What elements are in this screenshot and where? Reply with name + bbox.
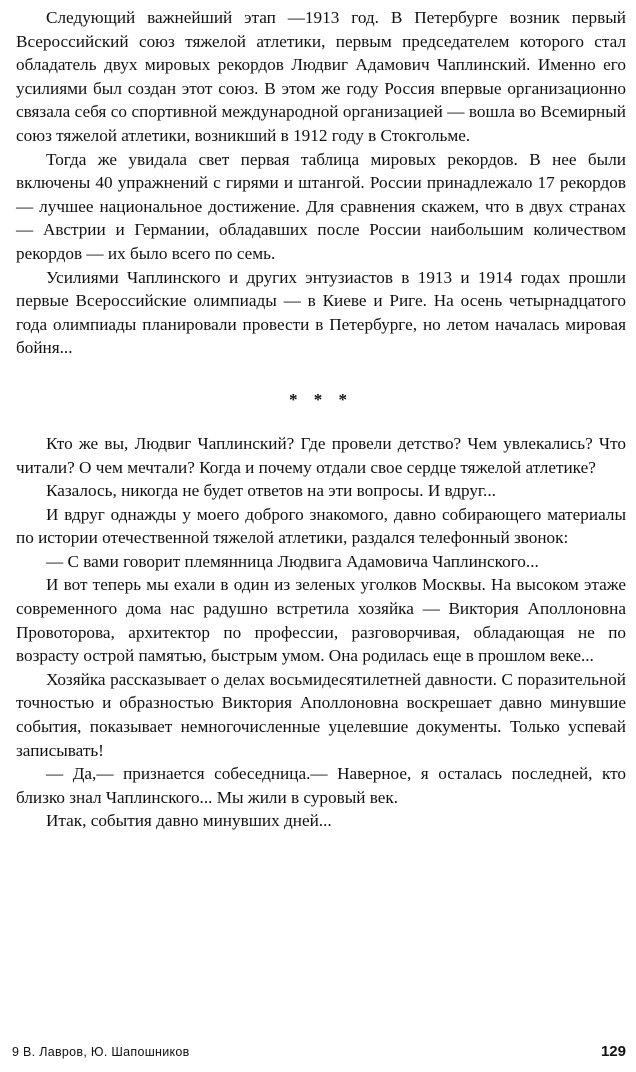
section-separator: * * * xyxy=(289,389,353,409)
paragraph: Следующий важнейший этап —1913 год. В Петербурге возник первый Всероссийский союз тяжелой атлетики, первым председателем которого стал обладатель двух мировых рекордов Людвиг Адамович Чаплинский. Именно его усилиями был создан этот союз. В этом же году Россия впервые организационно связала себя со спортивной международной организацией — вошла во Всемирный союз тяжелой атлетики, возникший в 1912 году в Стокгольме. xyxy=(16,8,626,145)
paragraph: И вот теперь мы ехали в один из зеленых уголков Москвы. На высоком этаже современного дома нас радушно встретила хозяйка — Виктория Аполлоновна Провоторова, архитектор по профессии, разговорчивая, обладающая не по возрасту острой памятью, быстрым умом. Она родилась еще в прошлом веке... xyxy=(16,575,626,666)
paragraph: Хозяйка рассказывает о делах восьмидесятилетней давности. С поразительной точностью и образностью Виктория Аполлоновна воскрешает давно минувшие события, показывает немногочисленные уцелевшие документы. Только успевай записывать! xyxy=(16,669,626,760)
paragraph: И вдруг однажды у моего доброго знакомого, давно собирающего материалы по истории отечественной тяжелой атлетики, раздался телефонный звонок: xyxy=(16,504,626,548)
section-2 xyxy=(16,432,626,833)
printer-signature: 9 В. Лавров, Ю. Шапошников xyxy=(12,1045,190,1059)
page-footer xyxy=(12,1043,626,1067)
paragraph: Казалось, никогда не будет ответов на эти вопросы. И вдруг... xyxy=(46,481,496,501)
dialog-line: — Да,— признается собеседница.— Наверное, я осталась последней, кто близко знал Чаплинского... Мы жили в суровый век. xyxy=(16,764,626,807)
dialog-line: — С вами говорит племянница Людвига Адамовича Чаплинского... xyxy=(46,551,539,571)
page-body xyxy=(16,6,626,833)
paragraph: Кто же вы, Людвиг Чаплинский? Где провели детство? Чем увлекались? Что читали? О чем мечтали? Когда и почему отдали свое сердце тяжелой атлетике? xyxy=(16,433,626,477)
paragraph: Итак, события давно минувших дней... xyxy=(46,811,332,831)
paragraph: Усилиями Чаплинского и других энтузиастов в 1913 и 1914 годах прошли первые Всероссийские олимпиады — в Киеве и Риге. На осень четырнадцатого года олимпиады планировали провести в Петербурге, но летом началась мировая бойня... xyxy=(16,267,626,358)
paragraph: Тогда же увидала свет первая таблица мировых рекордов. В нее были включены 40 упражнений с гирями и штангой. России принадлежало 17 рекордов — лучшее национальное достижение. Для сравнения скажем, что в двух странах — Австрии и Германии, обладавших после России наибольшим количеством рекордов — их было всего по семь. xyxy=(16,149,626,263)
page-number: 129 xyxy=(600,1043,626,1060)
section-1 xyxy=(16,6,626,360)
